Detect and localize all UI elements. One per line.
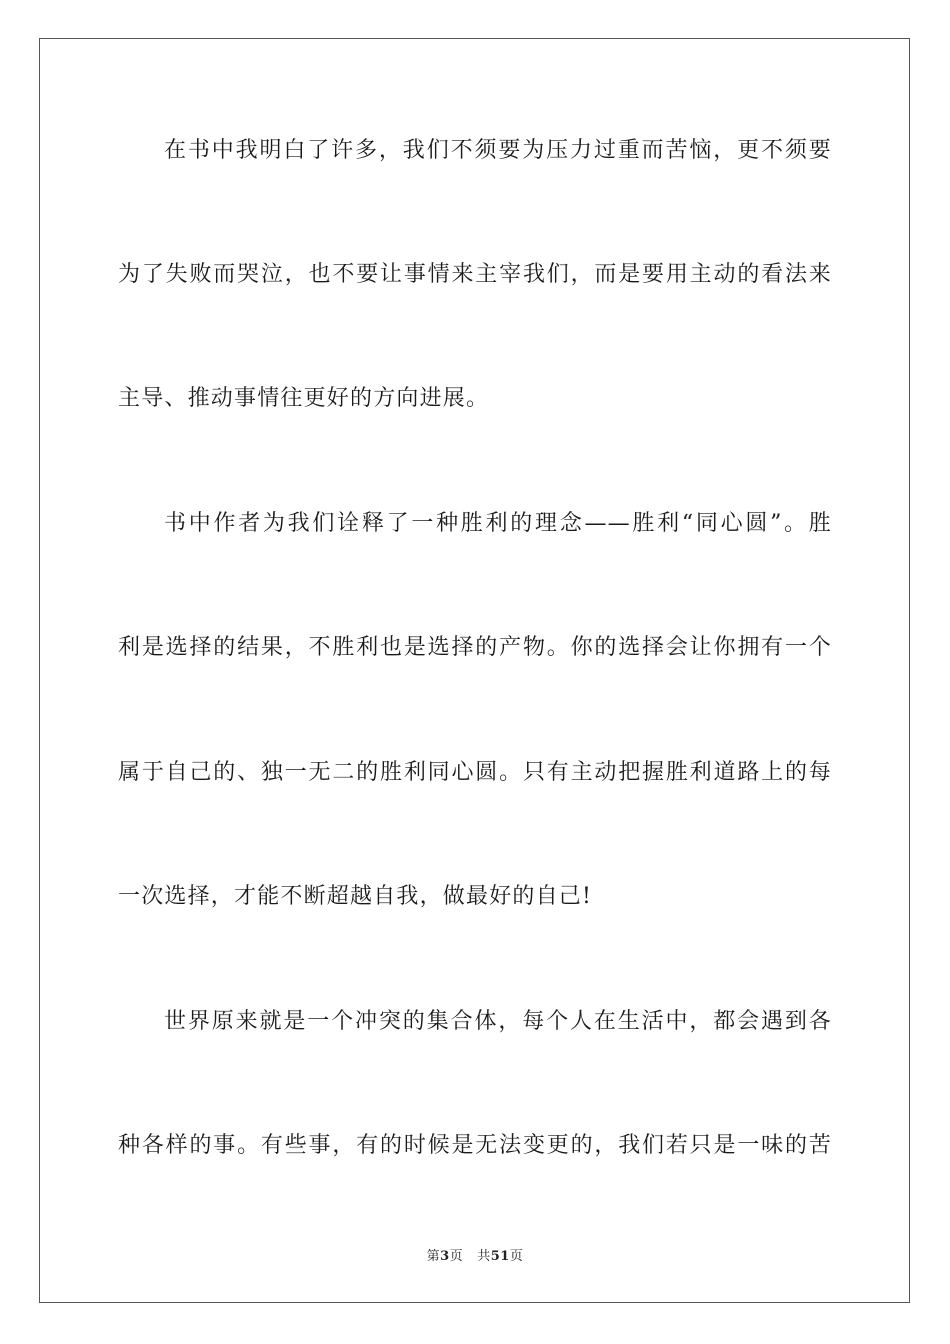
total-suffix: 页	[509, 1249, 524, 1264]
paragraph-1-line-3: 主导、推动事情往更好的方向进展。	[118, 386, 490, 411]
paragraph-1-line-2: 为了失败而哭泣，也不要让事情来主宰我们，而是要用主动的看法来	[118, 262, 832, 287]
paragraph-2-line-4: 一次选择，才能不断超越自我，做最好的自己!	[118, 884, 593, 909]
total-prefix: 共	[477, 1249, 491, 1264]
paragraph-3-line-1: 世界原来就是一个冲突的集合体，每个人在生活中，都会遇到各	[164, 1009, 832, 1034]
paragraph-2-line-2: 利是选择的结果，不胜利也是选择的产物。你的选择会让你拥有一个	[118, 635, 832, 660]
page-number: 3	[440, 1249, 450, 1264]
page-footer	[0, 1248, 950, 1266]
paragraph-3-line-2: 种各样的事。有些事，有的时候是无法变更的，我们若只是一味的苦	[118, 1133, 832, 1158]
paragraph-2-line-3: 属于自己的、独一无二的胜利同心圆。只有主动把握胜利道路上的每	[118, 760, 832, 785]
page-prefix: 第	[426, 1249, 441, 1264]
page-border	[39, 38, 910, 1303]
paragraph-1-line-1: 在书中我明白了许多，我们不须要为压力过重而苦恼，更不须要	[164, 138, 832, 163]
page-suffix: 页	[449, 1249, 464, 1264]
total-pages: 51	[490, 1249, 510, 1264]
paragraph-2-line-1: 书中作者为我们诠释了一种胜利的理念——胜利“同心圆”。胜	[164, 511, 832, 536]
